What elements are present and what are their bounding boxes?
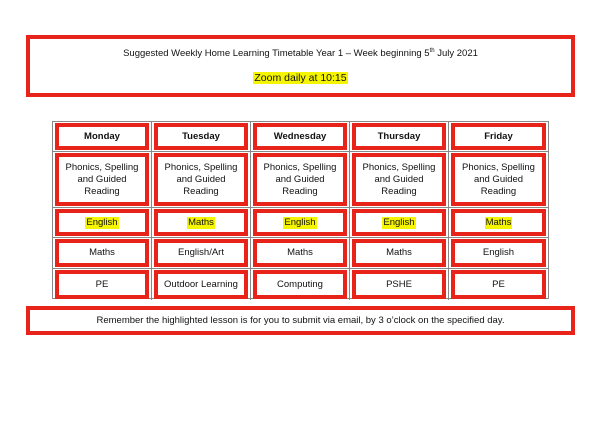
lesson-cell	[53, 269, 152, 300]
day-header	[154, 123, 248, 150]
lesson-box	[253, 270, 347, 299]
lesson-box	[154, 270, 248, 299]
day-name: Wednesday	[273, 130, 327, 142]
lesson-name: Outdoor Learning	[164, 278, 238, 290]
day-name: Thursday	[377, 130, 421, 142]
lesson-box	[451, 153, 546, 206]
lesson-cell	[350, 152, 449, 208]
lesson-box	[154, 209, 248, 236]
lesson-box	[451, 270, 546, 299]
day-header	[55, 123, 149, 150]
lesson-cell	[251, 269, 350, 300]
lesson-box	[352, 270, 446, 299]
highlighted-lesson: English	[86, 216, 118, 228]
lesson-cell	[251, 208, 350, 238]
lesson-cell	[152, 238, 251, 269]
lesson-box	[352, 153, 446, 206]
lesson-box	[253, 153, 347, 206]
timetable-grid	[52, 121, 549, 299]
lesson-cell	[449, 208, 548, 238]
lesson-cell	[449, 269, 548, 300]
day-header-cell	[152, 122, 251, 152]
lesson-name: Phonics, Spelling and Guided Reading	[164, 161, 238, 197]
day-header	[352, 123, 446, 150]
day-header	[451, 123, 546, 150]
day-header-cell	[449, 122, 548, 152]
lesson-box	[352, 239, 446, 267]
lesson-box	[451, 209, 546, 236]
highlighted-lesson: Maths	[188, 216, 214, 228]
lesson-cell	[152, 269, 251, 300]
lesson-box	[154, 153, 248, 206]
footer-note: Remember the highlighted lesson is for you to submit via email, by 3 o’clock on the specified day.	[26, 306, 575, 335]
lesson-cell	[152, 152, 251, 208]
lesson-box	[253, 209, 347, 236]
lesson-name: Phonics, Spelling and Guided Reading	[362, 161, 436, 197]
day-header	[253, 123, 347, 150]
timetable-title: Suggested Weekly Home Learning Timetable Year 1 – Week beginning 5th July 2021	[123, 48, 478, 60]
header-box	[26, 35, 575, 97]
day-name: Tuesday	[182, 130, 220, 142]
lesson-cell	[251, 152, 350, 208]
lesson-name: English/Art	[178, 247, 224, 258]
lesson-cell	[53, 238, 152, 269]
lesson-name: Computing	[277, 278, 323, 290]
lesson-cell	[449, 152, 548, 208]
lesson-box	[55, 153, 149, 206]
day-name: Monday	[84, 130, 120, 142]
lesson-cell	[350, 238, 449, 269]
day-header-cell	[251, 122, 350, 152]
lesson-name: Maths	[287, 247, 313, 258]
day-header-cell	[350, 122, 449, 152]
day-header-cell	[53, 122, 152, 152]
lesson-cell	[53, 152, 152, 208]
lesson-name: PSHE	[386, 278, 412, 290]
lesson-box	[55, 270, 149, 299]
highlighted-lesson: Maths	[485, 216, 512, 228]
lesson-box	[55, 239, 149, 267]
highlighted-lesson: English	[383, 216, 415, 228]
lesson-box	[253, 239, 347, 267]
lesson-cell	[449, 238, 548, 269]
lesson-cell	[152, 208, 251, 238]
lesson-cell	[251, 238, 350, 269]
lesson-name: Phonics, Spelling and Guided Reading	[65, 161, 139, 197]
lesson-name: PE	[95, 278, 109, 290]
lesson-name: English	[482, 247, 515, 258]
lesson-box	[352, 209, 446, 236]
zoom-note: Zoom daily at 10:15	[254, 72, 347, 85]
highlighted-lesson: English	[284, 216, 316, 228]
lesson-name: Maths	[89, 247, 115, 258]
lesson-box	[451, 239, 546, 267]
lesson-name: Phonics, Spelling and Guided Reading	[263, 161, 337, 197]
lesson-name: Phonics, Spelling and Guided Reading	[462, 161, 535, 197]
lesson-name: PE	[492, 278, 505, 290]
lesson-cell	[53, 208, 152, 238]
lesson-cell	[350, 208, 449, 238]
day-name: Friday	[484, 130, 513, 142]
lesson-cell	[350, 269, 449, 300]
lesson-box	[154, 239, 248, 267]
lesson-box	[55, 209, 149, 236]
lesson-name: Maths	[386, 247, 412, 258]
